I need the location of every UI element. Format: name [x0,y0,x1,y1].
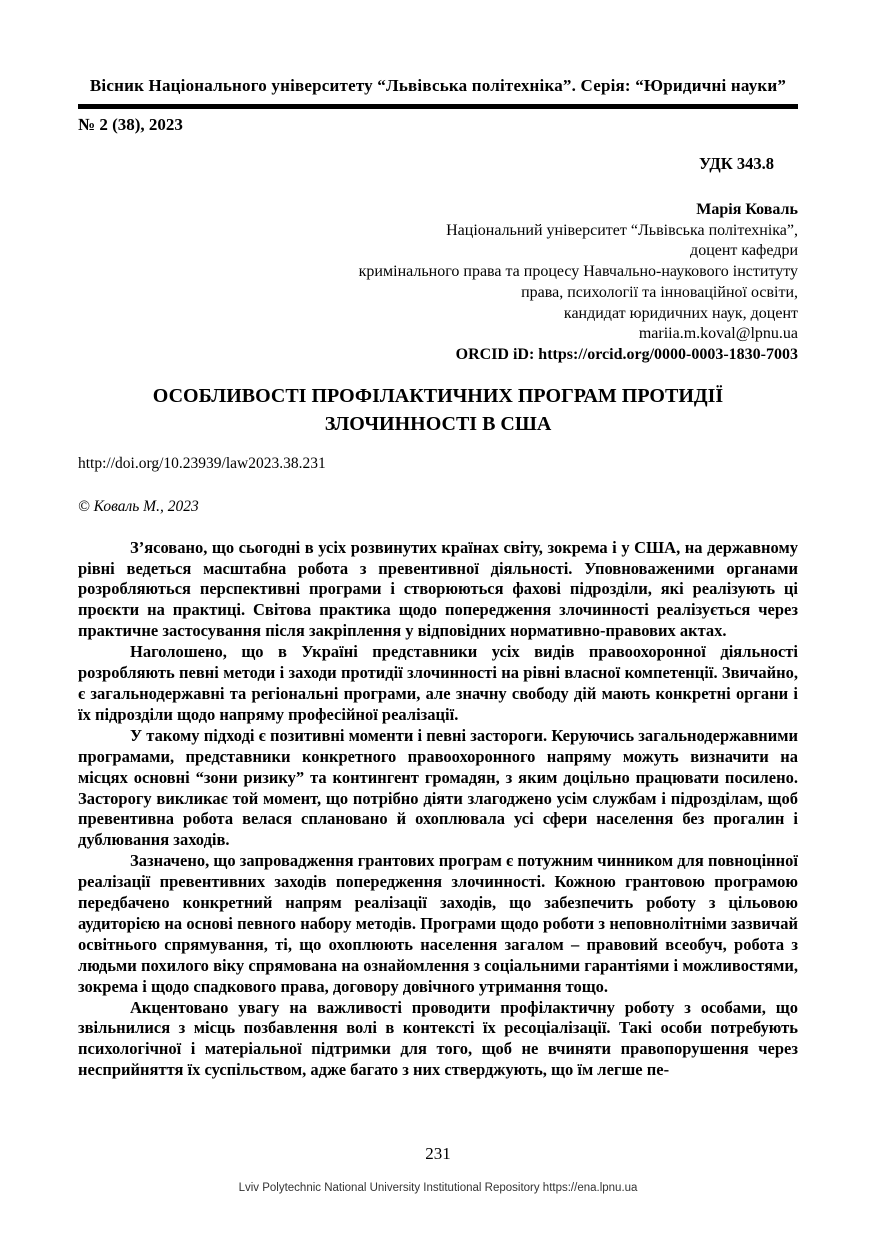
author-block [78,200,798,366]
author-affiliation-line: Національний університет “Львівська політехніка”, [446,221,798,239]
abstract-paragraph: Наголошено, що в Україні представники усіх видів правоохоронної діяльності розробляють певні методи і заходи протидії злочинності на рівні власної компетенції. Звичайно, є загальнодержавні та регіональні програми, але значну свободу дій мають конкретні органи і їх підрозділи щодо напряму професійної реалізації. [78,642,798,724]
author-affiliation-line: доцент кафедри [690,242,798,260]
article-title-line1: ОСОБЛИВОСТІ ПРОФІЛАКТИЧНИХ ПРОГРАМ ПРОТИДІЇ [152,384,724,407]
abstract-paragraph: З’ясовано, що сьогодні в усіх розвинутих країнах світу, зокрема і у США, на державному рівні ведеться масштабна робота з превентивної діяльності. Уповноваженими органами розробляються перспективні програми і створюються фахові підрозділи, які реалізують ці проєкти на практиці. Світова практика щодо попередження злочинності реалізується через практичне застосування після закріплення у відповідних нормативно-правових актах. [78,537,798,641]
author-affiliation-line: mariia.m.koval@lpnu.ua [638,325,798,343]
author-affiliation-line: кандидат юридичних наук, доцент [563,304,798,322]
author-affiliation-line: права, психології та інноваційної освіти, [521,283,798,301]
article-title [98,382,778,438]
author-affiliation [78,221,798,345]
journal-running-head: Вісник Національного університету “Львівська політехніка”. Серія: “Юридичні науки” [89,76,787,95]
header-rule [78,104,798,109]
issue-number: № 2 (38), 2023 [78,115,183,134]
repository-footer: Lviv Polytechnic National University Institutional Repository https://ena.lpnu.ua [238,1182,638,1194]
page-number: 231 [425,1144,451,1163]
orcid-line: ORCID iD: https://orcid.org/0000-0003-1830-7003 [455,345,798,363]
abstract-paragraph: Зазначено, що запровадження грантових програм є потужним чинником для повноцінної реалізації превентивних заходів попередження злочинності. Кожною грантовою програмою передбачено конкретний напрям реалізації заходів, що забезпечить роботу з цільовою аудиторією на основі певного набору методів. Програми щодо роботи з неповнолітніми зазвичай освітнього спрямування, ті, що охоплюють населення загалом – правовий всеобуч, робота з людьми похилого віку спрямована на ознайомлення з соціальними гарантіями і можливостями, зокрема і щодо спадкового права, договору довічного утримання тощо. [78,851,798,996]
copyright-line: © Коваль М., 2023 [78,497,199,515]
abstract-paragraph: Акцентовано увагу на важливості проводити профілактичну роботу з особами, що звільнилися з місць позбавлення волі в контексті їх ресоціалізації. Такі особи потребують психологічної і матеріальної підтримки для того, щоб не вчиняти правопорушення через несприйняття їх суспільством, адже багато з них стверджують, що їм легше пе- [78,997,798,1080]
abstract-paragraph: У такому підході є позитивні моменти і певні застороги. Керуючись загальнодержавними програмами, представники конкретного правоохоронного напряму можуть визначити на місцях основні “зони ризику” та контингент громадян, з яким доцільно працювати посилено. Засторогу викликає той момент, що потрібно діяти злагоджено усім службам і підрозділам, щоб превентивна робота велася сплановано й охоплювала усі сфери населення без прогалин і дублювання заходів. [78,725,798,850]
author-affiliation-line: кримінального права та процесу Навчально-наукового інституту [358,263,798,281]
abstract [78,538,798,1082]
doi-link: http://doi.org/10.23939/law2023.38.231 [78,454,326,472]
article-title-line2: ЗЛОЧИННОСТІ В США [324,412,552,435]
udc-code: УДК 343.8 [698,154,774,173]
author-name: Марія Коваль [696,201,798,218]
